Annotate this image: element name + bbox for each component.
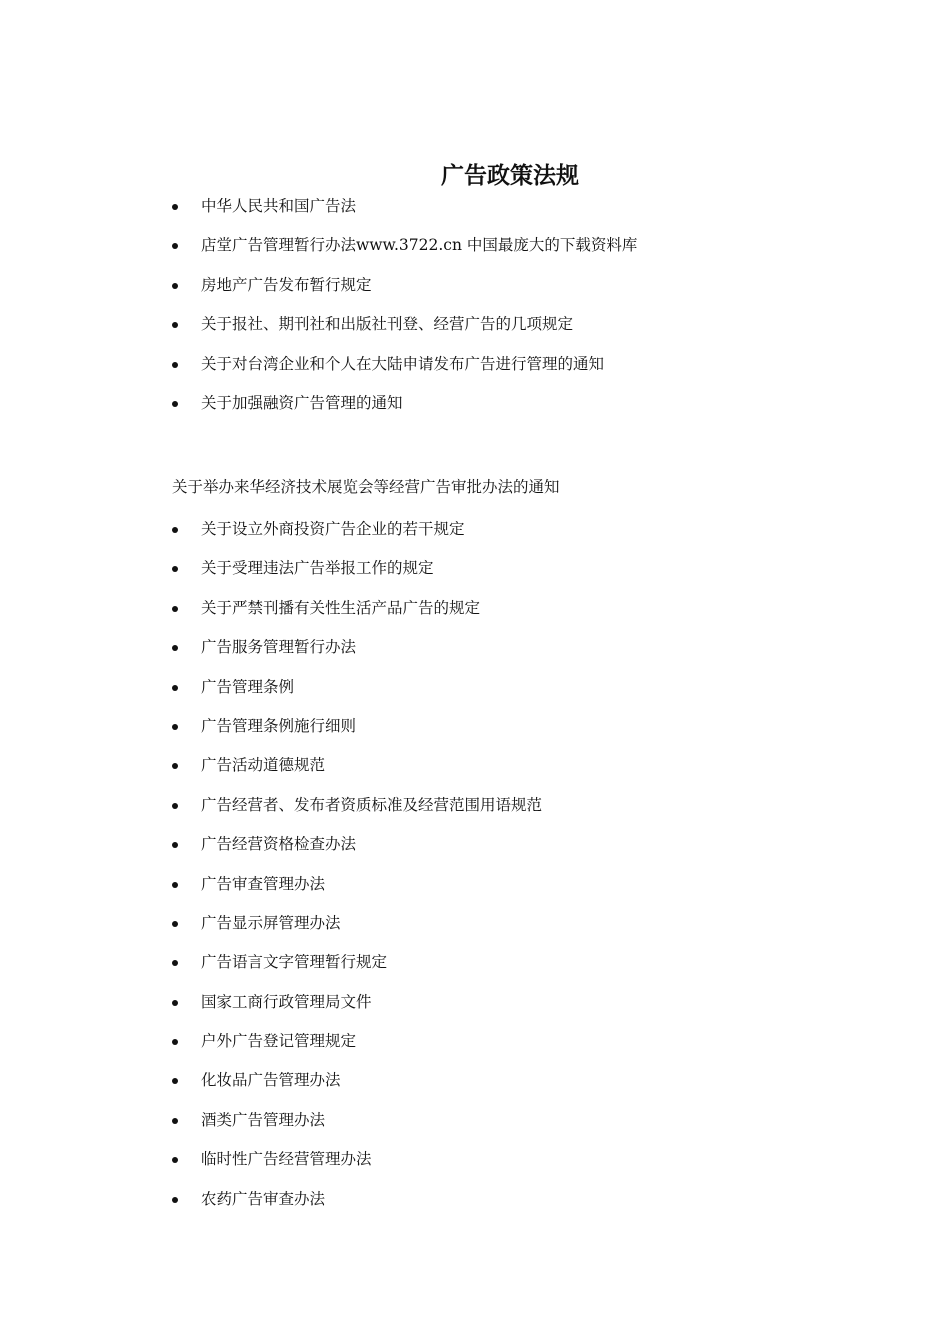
list-item-label: 广告语言文字管理暂行规定 bbox=[201, 953, 388, 972]
bullet-icon bbox=[172, 685, 178, 691]
standalone-paragraph: 关于举办来华经济技术展览会等经营广告审批办法的通知 bbox=[172, 478, 560, 496]
bullet-icon bbox=[172, 322, 178, 328]
list-item-label: 国家工商行政管理局文件 bbox=[201, 992, 372, 1011]
bullet-icon bbox=[172, 362, 178, 368]
list-item-label: 户外广告登记管理规定 bbox=[201, 1032, 357, 1051]
bullet-icon bbox=[172, 960, 178, 966]
list-item-label: 关于对台湾企业和个人在大陆申请发布广告进行管理的通知 bbox=[201, 354, 605, 373]
list-item-label: 广告经营者、发布者资质标准及经营范围用语规范 bbox=[201, 795, 543, 814]
bullet-icon bbox=[172, 1000, 178, 1006]
bullet-icon bbox=[172, 243, 178, 249]
list-item-label: 农药广告审查办法 bbox=[201, 1189, 326, 1208]
bullet-icon bbox=[172, 566, 178, 572]
bullet-icon bbox=[172, 1197, 178, 1203]
bullet-icon bbox=[172, 1078, 178, 1084]
bullet-icon bbox=[172, 645, 178, 651]
list-item-label: 关于加强融资广告管理的通知 bbox=[201, 393, 403, 412]
list-item-label: 关于受理违法广告举报工作的规定 bbox=[201, 559, 434, 578]
bullet-icon bbox=[172, 842, 178, 848]
list-item-label: 广告活动道德规范 bbox=[201, 756, 326, 775]
bullet-icon bbox=[172, 882, 178, 888]
bullet-icon bbox=[172, 1157, 178, 1163]
bullet-icon bbox=[172, 763, 178, 769]
bullet-icon bbox=[172, 1118, 178, 1124]
list-item-label: 化妆品广告管理办法 bbox=[201, 1071, 341, 1090]
list-item-label: 广告显示屏管理办法 bbox=[201, 913, 341, 932]
bullet-icon bbox=[172, 724, 178, 730]
list-item-label: 店堂广告管理暂行办法www.3722.cn 中国最庞大的下载资料库 bbox=[201, 236, 638, 255]
list-item-label: 中华人民共和国广告法 bbox=[201, 197, 357, 215]
list-item-label: 关于设立外商投资广告企业的若干规定 bbox=[201, 520, 465, 538]
list-item-label: 关于报社、期刊社和出版社刊登、经营广告的几项规定 bbox=[201, 315, 574, 334]
list-item-label: 广告服务管理暂行办法 bbox=[201, 638, 357, 657]
list-item-label: 关于严禁刊播有关性生活产品广告的规定 bbox=[201, 598, 481, 617]
bullet-icon bbox=[172, 527, 178, 533]
list-item-label: 房地产广告发布暂行规定 bbox=[201, 275, 372, 294]
list-item-label: 临时性广告经营管理办法 bbox=[201, 1150, 372, 1169]
list-item-label: 广告管理条例施行细则 bbox=[201, 716, 357, 735]
page-title: 广告政策法规 bbox=[441, 163, 579, 190]
list-item-label: 广告管理条例 bbox=[201, 677, 295, 696]
list-item-label: 酒类广告管理办法 bbox=[201, 1110, 326, 1129]
bullet-icon bbox=[172, 401, 178, 407]
bullet-icon bbox=[172, 803, 178, 809]
bullet-icon bbox=[172, 921, 178, 927]
bullet-icon bbox=[172, 204, 178, 210]
list-item-label: 广告审查管理办法 bbox=[201, 874, 326, 893]
list-item-label: 广告经营资格检查办法 bbox=[201, 835, 357, 854]
bullet-icon bbox=[172, 283, 178, 289]
bullet-icon bbox=[172, 606, 178, 612]
bullet-icon bbox=[172, 1039, 178, 1045]
